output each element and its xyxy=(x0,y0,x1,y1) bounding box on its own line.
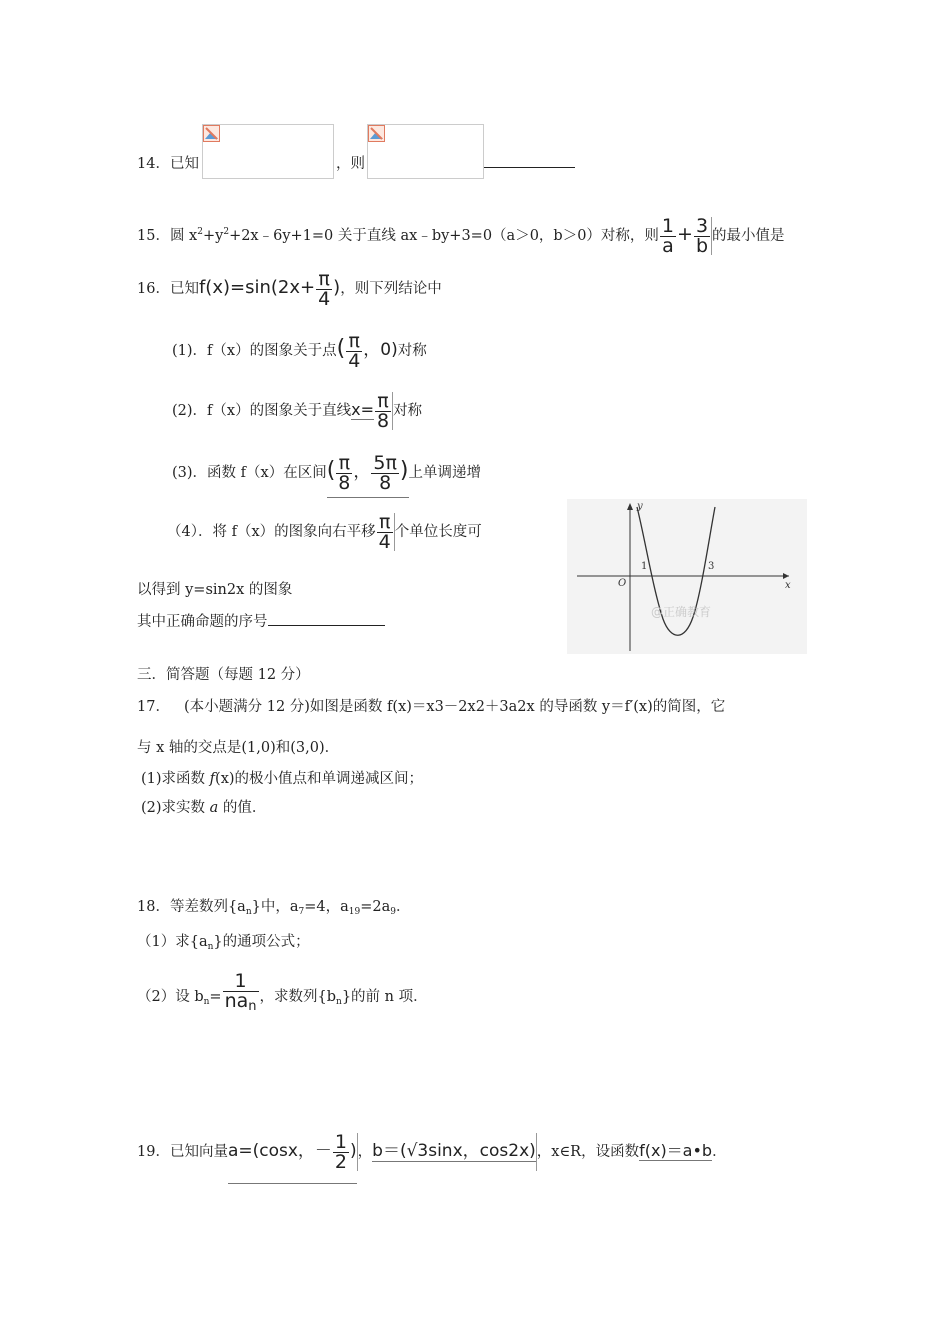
paren: ( xyxy=(336,336,346,361)
q17-line-2: 与 x 轴的交点是(1,0)和(3,0)． xyxy=(137,740,340,756)
q16-text-end: ，则下列结论中 xyxy=(340,281,442,297)
q19-text: ，x∈R，设函数 xyxy=(536,1144,640,1160)
q19-end: ． xyxy=(712,1144,727,1160)
q14-line xyxy=(137,152,199,173)
italic-var: f xyxy=(209,771,216,787)
statement-label: (1)．f（x）的图象关于点 xyxy=(172,343,337,359)
statement-end: 个单位长度可 xyxy=(394,524,482,540)
statement-label: （4）．将 f（x）的图象向右平移 xyxy=(167,524,376,540)
line-eq: x= xyxy=(351,400,374,419)
q16-statement-3 xyxy=(172,449,481,498)
part-text: 的值． xyxy=(218,800,267,816)
point-rest: ，0) xyxy=(363,340,398,360)
q15-number: 15． xyxy=(137,228,170,244)
fraction: $\frac{\pi}{4}$ xyxy=(348,329,361,372)
q14-formula-image-1 xyxy=(202,124,334,179)
q16-text: 已知 xyxy=(169,281,199,297)
q18-part-1: （1）求$\{a_n\}$的通项公式； xyxy=(137,934,310,952)
q17-text: (本小题满分 12 分)如图是函数 f(x)＝x3－2x2＋3a2x 的导函数 y＝f′(x)的简图，它 xyxy=(183,699,726,715)
q15-text: +y xyxy=(202,228,224,244)
q17-part-2 xyxy=(141,796,266,817)
q16-ask xyxy=(137,610,385,631)
q19-number: 19． xyxy=(137,1144,170,1160)
q17-number: 17． xyxy=(137,699,170,715)
part-text: 的极小值点和单调递减区间； xyxy=(234,771,424,787)
q14-comma: ，则 xyxy=(336,156,365,172)
q15-text-end: 的最小值是 xyxy=(712,228,785,244)
q16-fraction: $\frac{\pi}{4}$ xyxy=(318,267,331,310)
vector-b: b＝(√3sinx，cos2x) xyxy=(372,1141,536,1161)
broken-image-icon xyxy=(368,125,385,142)
fraction: $\frac{\pi}{8}$ xyxy=(376,389,390,432)
q16-number: 16． xyxy=(137,281,170,297)
q19-function: f(x)＝a•b xyxy=(639,1141,713,1160)
q18-line-1: 18．等差数列$\{a_n\}$中，$a_7=4$，$a_{19}=2a_9$． xyxy=(137,899,411,917)
q15-text: +2x﹣6y+1=0 关于直线 ax﹣by+3=0（a＞0，b＞0）对称，则 xyxy=(229,228,659,244)
part-text: (2)求实数 xyxy=(141,800,210,816)
part-text: (1)求函数 xyxy=(141,771,210,787)
q14-number: 14． xyxy=(137,156,170,172)
derivative-graph-svg xyxy=(567,499,807,654)
statement-label: (2)．f（x）的图象关于直线 xyxy=(172,403,352,419)
q14-text-a: 已知 xyxy=(169,156,199,172)
q15-fraction-2: $\frac{3}{b}$ xyxy=(695,214,709,257)
q16-statement-1 xyxy=(172,327,427,373)
q15-plus: + xyxy=(677,223,693,245)
watermark: @正确教育 xyxy=(651,605,712,619)
derivative-graph xyxy=(567,499,807,654)
q17-part-1 xyxy=(141,767,423,788)
q19-line xyxy=(137,1120,727,1184)
root-label-1: 1 xyxy=(641,561,648,572)
broken-image-icon xyxy=(203,125,220,142)
q16-statement-2 xyxy=(172,388,422,433)
q14-formula-image-2 xyxy=(367,124,484,179)
q15-exp: 2 xyxy=(197,227,203,237)
q19-sep: ， xyxy=(357,1144,373,1160)
statement-end: 上单调递增 xyxy=(408,465,482,481)
q19-text: 已知向量 xyxy=(169,1144,228,1160)
q18-fraction: $\frac{1}{na_n}$ xyxy=(224,970,257,1014)
fraction: $\frac{\pi}{4}$ xyxy=(378,510,391,553)
q16-statement-4-cont: 以得到 y=sin2x 的图象 xyxy=(137,582,293,598)
q15-fraction-1: $\frac{1}{a}$ xyxy=(661,214,675,257)
interval-formula: ( $\frac{\pi}{8}$ ， $\frac{5\pi}{8}$ ) xyxy=(327,449,409,498)
statement-end: 对称 xyxy=(393,403,423,419)
q16-ask-text: 其中正确命题的序号 xyxy=(137,614,268,630)
q18-part-2: （2）设 $b_n=$ $\frac{1}{na_n}$ ，求数列$\{b_n\}$的前 n 项． xyxy=(137,970,428,1014)
statement-label: (3)．函数 f（x）在区间 xyxy=(172,465,327,481)
q16-answer-blank[interactable] xyxy=(268,625,385,626)
part-text: (x) xyxy=(215,771,235,787)
y-axis-label: y xyxy=(637,501,643,512)
section-3-title: 三．简答题（每题 12 分） xyxy=(137,667,310,683)
statement-end: 对称 xyxy=(397,343,427,359)
italic-var: a xyxy=(209,800,219,816)
origin-label: O xyxy=(618,578,627,589)
q15-text: 圆 x xyxy=(169,228,198,244)
q16-statement-4 xyxy=(167,510,482,554)
q14-answer-blank[interactable] xyxy=(484,167,575,168)
q17-line-1 xyxy=(137,695,725,716)
vector-a: a=(cosx，－ $\frac{1}{2}$ ) xyxy=(228,1120,357,1184)
q16-paren: ) xyxy=(333,277,341,298)
q16-function: f(x)=sin(2x+ xyxy=(198,277,316,298)
q16-line xyxy=(137,266,442,311)
q15-line xyxy=(137,210,785,258)
root-label-3: 3 xyxy=(708,561,715,572)
q15-exp: 2 xyxy=(223,227,230,237)
x-axis-label: x xyxy=(785,580,791,591)
